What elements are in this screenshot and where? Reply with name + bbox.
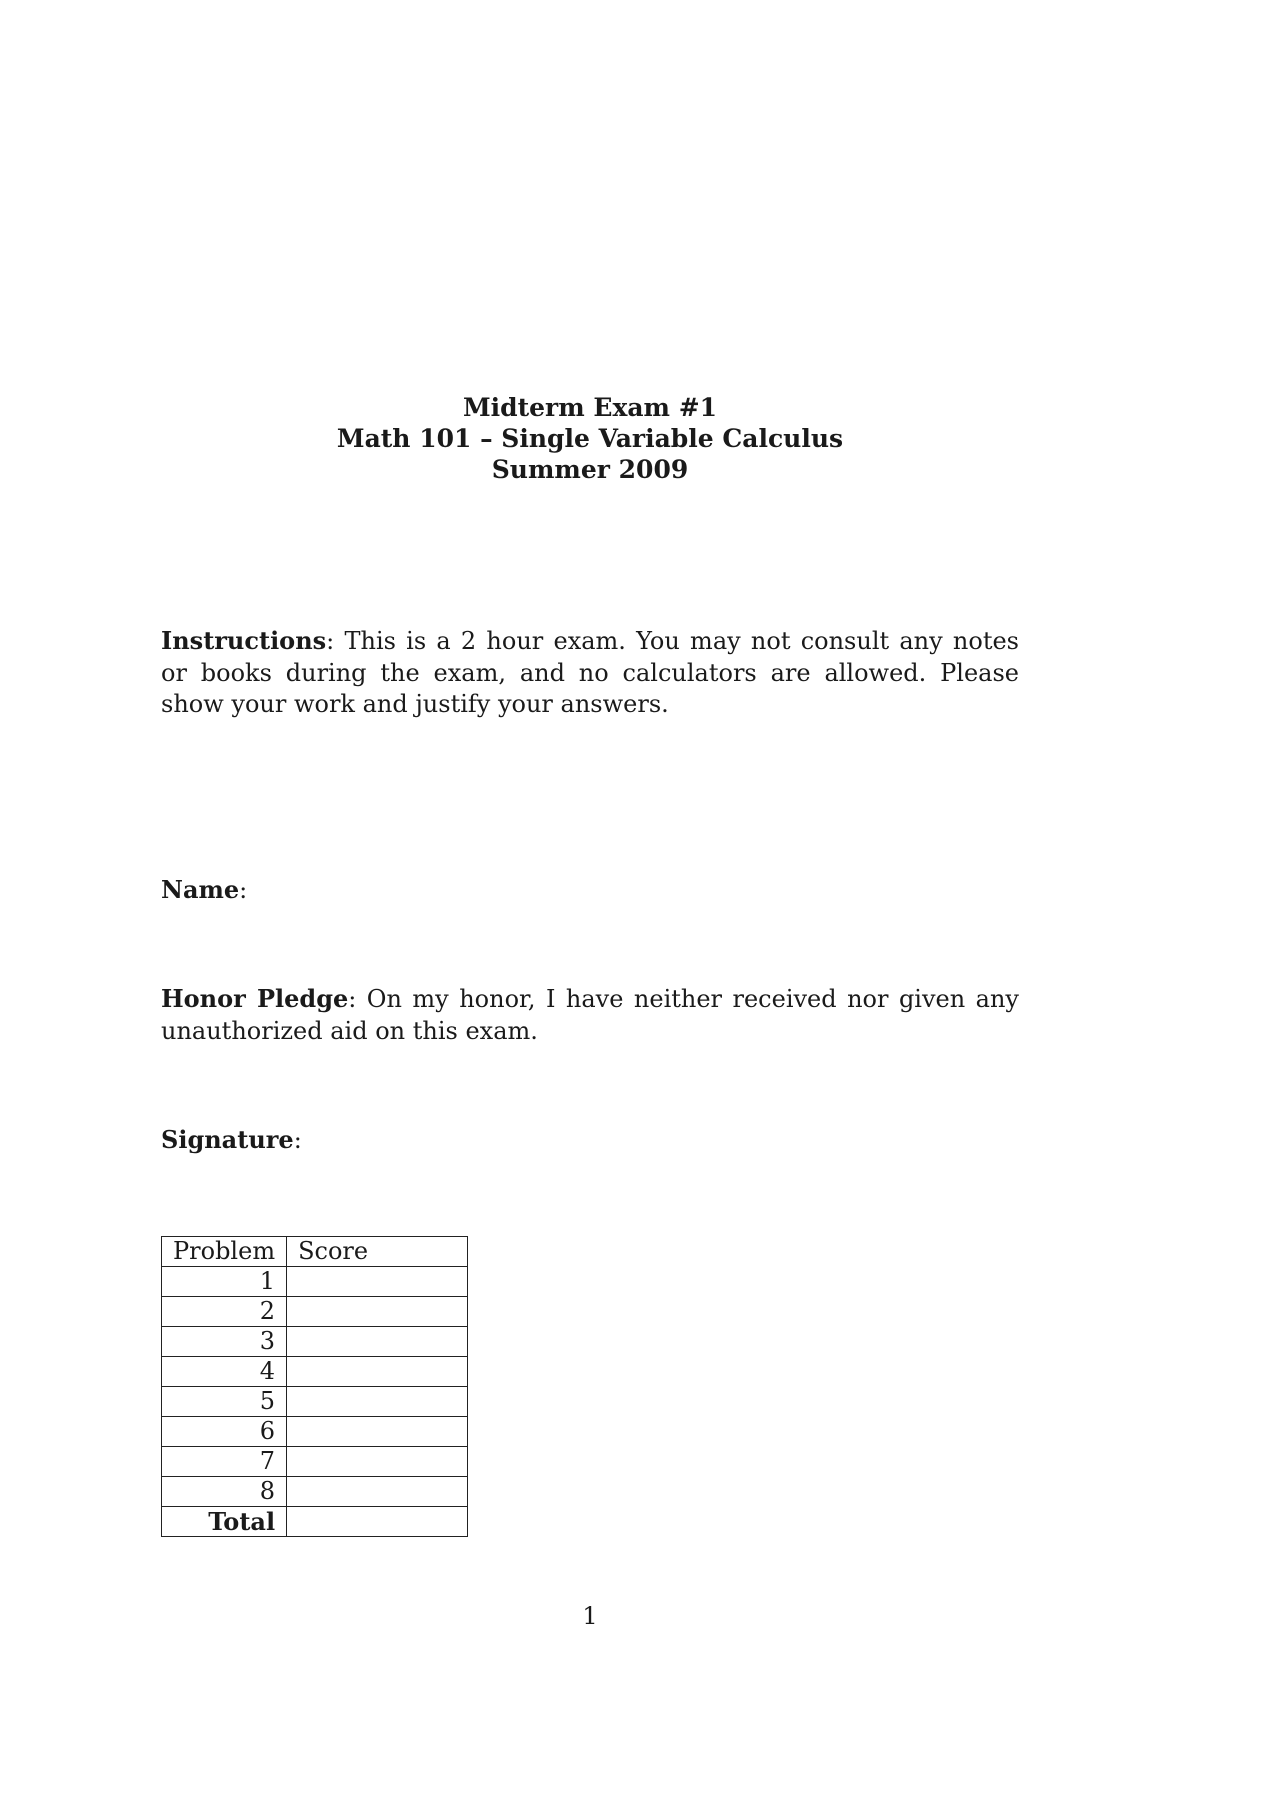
score-cell: [287, 1267, 468, 1297]
score-cell: [287, 1447, 468, 1477]
problem-number: 5: [162, 1387, 287, 1417]
problem-number: 4: [162, 1357, 287, 1387]
total-label: Total: [162, 1507, 287, 1537]
table-row: [162, 1477, 468, 1507]
table-row: [162, 1387, 468, 1417]
table-row: [162, 1417, 468, 1447]
problem-number: 6: [162, 1417, 287, 1447]
score-cell: [287, 1417, 468, 1447]
problem-number: 3: [162, 1327, 287, 1357]
score-cell: [287, 1327, 468, 1357]
term: Summer 2009: [491, 455, 689, 484]
honor-pledge-text: : On my honor, I have neither received nor given any unauthorized aid on this exam.: [161, 985, 1019, 1045]
instructions-text: : This is a 2 hour exam. You may not consult any notes or books during the exam, and no calculators are allowed. Please show your work and justify your answers.: [161, 627, 1019, 718]
name-suffix: :: [239, 876, 248, 904]
exam-title-block: [0, 392, 1180, 485]
problem-number: 2: [162, 1297, 287, 1327]
instructions-label: Instructions: [161, 626, 327, 655]
table-row: [162, 1327, 468, 1357]
table-row: [162, 1447, 468, 1477]
table-row: [162, 1357, 468, 1387]
signature-field: [161, 1124, 1019, 1157]
total-row: [162, 1507, 468, 1537]
score-cell: [287, 1387, 468, 1417]
score-table-header-row: [162, 1237, 468, 1267]
name-label: Name: [161, 875, 240, 904]
problem-number: 8: [162, 1477, 287, 1507]
score-column-header: Score: [287, 1237, 468, 1267]
page-number: 1: [582, 1602, 598, 1630]
course-title: Math 101 – Single Variable Calculus: [336, 424, 844, 453]
table-row: [162, 1297, 468, 1327]
honor-pledge-paragraph: [161, 983, 1019, 1047]
signature-label: Signature: [161, 1125, 294, 1154]
score-table: [161, 1236, 468, 1537]
exam-title: Midterm Exam #1: [462, 393, 718, 422]
problem-number: 7: [162, 1447, 287, 1477]
signature-suffix: :: [293, 1126, 302, 1154]
score-cell: [287, 1357, 468, 1387]
name-field: [161, 874, 1019, 907]
problem-number: 1: [162, 1267, 287, 1297]
instructions-paragraph: [161, 625, 1019, 721]
total-score-cell: [287, 1507, 468, 1537]
score-cell: [287, 1477, 468, 1507]
table-row: [162, 1267, 468, 1297]
score-cell: [287, 1297, 468, 1327]
honor-pledge-label: Honor Pledge: [161, 984, 349, 1013]
problem-column-header: Problem: [162, 1237, 287, 1267]
